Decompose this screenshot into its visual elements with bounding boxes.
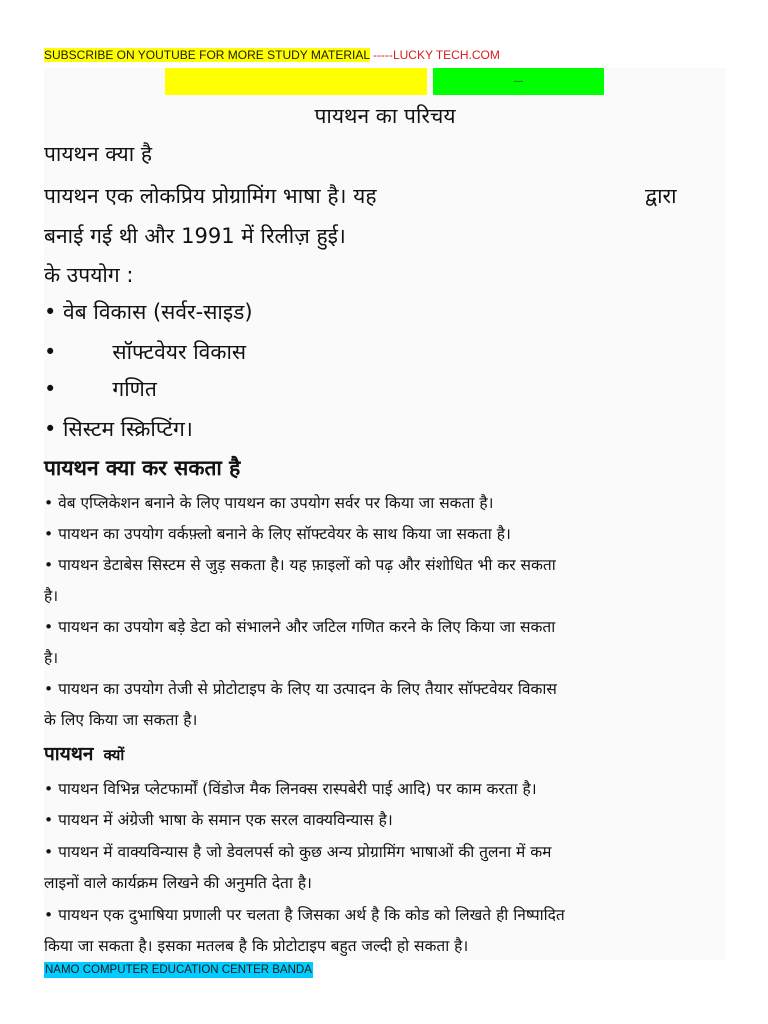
use-item: • वेब विकास (सर्वर-साइड) bbox=[44, 300, 253, 324]
text-line: किया जा सकता है। इसका मतलब है कि प्रोटोटाइप बहुत जल्दी हो सकता है। bbox=[44, 937, 469, 955]
intro-line-1: पायथन एक लोकप्रिय प्रोग्रामिंग भाषा है। यह bbox=[44, 184, 377, 208]
uses-heading: के उपयोग : bbox=[44, 263, 134, 287]
text-line: लाइनों वाले कार्यक्रम लिखने की अनुमति देता है। bbox=[44, 874, 312, 892]
footer-label: NAMO COMPUTER EDUCATION CENTER BANDA bbox=[45, 964, 312, 976]
heading-why-main: पायथन bbox=[44, 743, 94, 765]
text-line: • पायथन का उपयोग तेजी से प्रोटोटाइप के लिए या उत्पादन के लिए तैयार सॉफ्टवेयर विकास bbox=[44, 680, 557, 698]
text-line: • पायथन डेटाबेस सिस्टम से जुड़ सकता है। यह फ़ाइलों को पढ़ और संशोधित भी कर सकता bbox=[44, 556, 556, 574]
intro-line-2: बनाई गई थी और 1991 में रिलीज़ हुई। bbox=[44, 224, 346, 248]
text-line: के लिए किया जा सकता है। bbox=[44, 711, 198, 729]
site-name: LUCKY TECH.COM bbox=[392, 48, 500, 62]
bullet: • bbox=[44, 340, 57, 364]
heading-why-python bbox=[44, 740, 124, 766]
intro-right-word: द्वारा bbox=[645, 184, 677, 208]
text-line: • वेब एप्लिकेशन बनाने के लिए पायथन का उपयोग सर्वर पर किया जा सकता है। bbox=[44, 494, 494, 512]
text-line: • पायथन में अंग्रेजी भाषा के समान एक सरल वाक्यविन्यास है। bbox=[44, 811, 393, 829]
page-title: पायथन का परिचय bbox=[314, 104, 456, 128]
text-line: • पायथन में वाक्यविन्यास है जो डेवलपर्स को कुछ अन्य प्रोग्रामिंग भाषाओं की तुलना में कम bbox=[44, 843, 552, 861]
yellow-highlight-bar bbox=[165, 68, 427, 95]
banner-dashes: ----- bbox=[369, 48, 393, 62]
text-line: • पायथन विभिन्न प्लेटफार्मों (विंडोज मैक लिनक्स रास्पबेरी पाई आदि) पर काम करता है। bbox=[44, 780, 537, 798]
bullet: • bbox=[44, 377, 57, 401]
text-line: • पायथन का उपयोग बड़े डेटा को संभालने और जटिल गणित करने के लिए किया जा सकता bbox=[44, 618, 556, 636]
subscribe-text: SUBSCRIBE ON YOUTUBE FOR MORE STUDY MATERIAL bbox=[44, 48, 370, 62]
use-item bbox=[44, 338, 246, 366]
heading-why-sub: क्यों bbox=[103, 746, 125, 764]
green-highlight-bar: --- bbox=[433, 68, 604, 95]
text-line: है। bbox=[44, 649, 59, 667]
use-item-label: गणित bbox=[112, 377, 157, 401]
use-item-label: सॉफ्टवेयर विकास bbox=[112, 340, 247, 364]
text-line: है। bbox=[44, 587, 59, 605]
use-item bbox=[44, 375, 157, 403]
subscribe-banner bbox=[44, 47, 500, 64]
heading-what-is-python: पायथन क्या है bbox=[44, 142, 152, 166]
heading-what-can-python-do: पायथन क्या कर सकता है bbox=[44, 456, 241, 480]
text-line: • पायथन का उपयोग वर्कफ़्लो बनाने के लिए सॉफ्टवेयर के साथ किया जा सकता है। bbox=[44, 525, 511, 543]
text-line: • पायथन एक दुभाषिया प्रणाली पर चलता है जिसका अर्थ है कि कोड को लिखते ही निष्पादित bbox=[44, 906, 565, 924]
use-item: • सिस्टम स्क्रिप्टिंग। bbox=[44, 417, 193, 441]
